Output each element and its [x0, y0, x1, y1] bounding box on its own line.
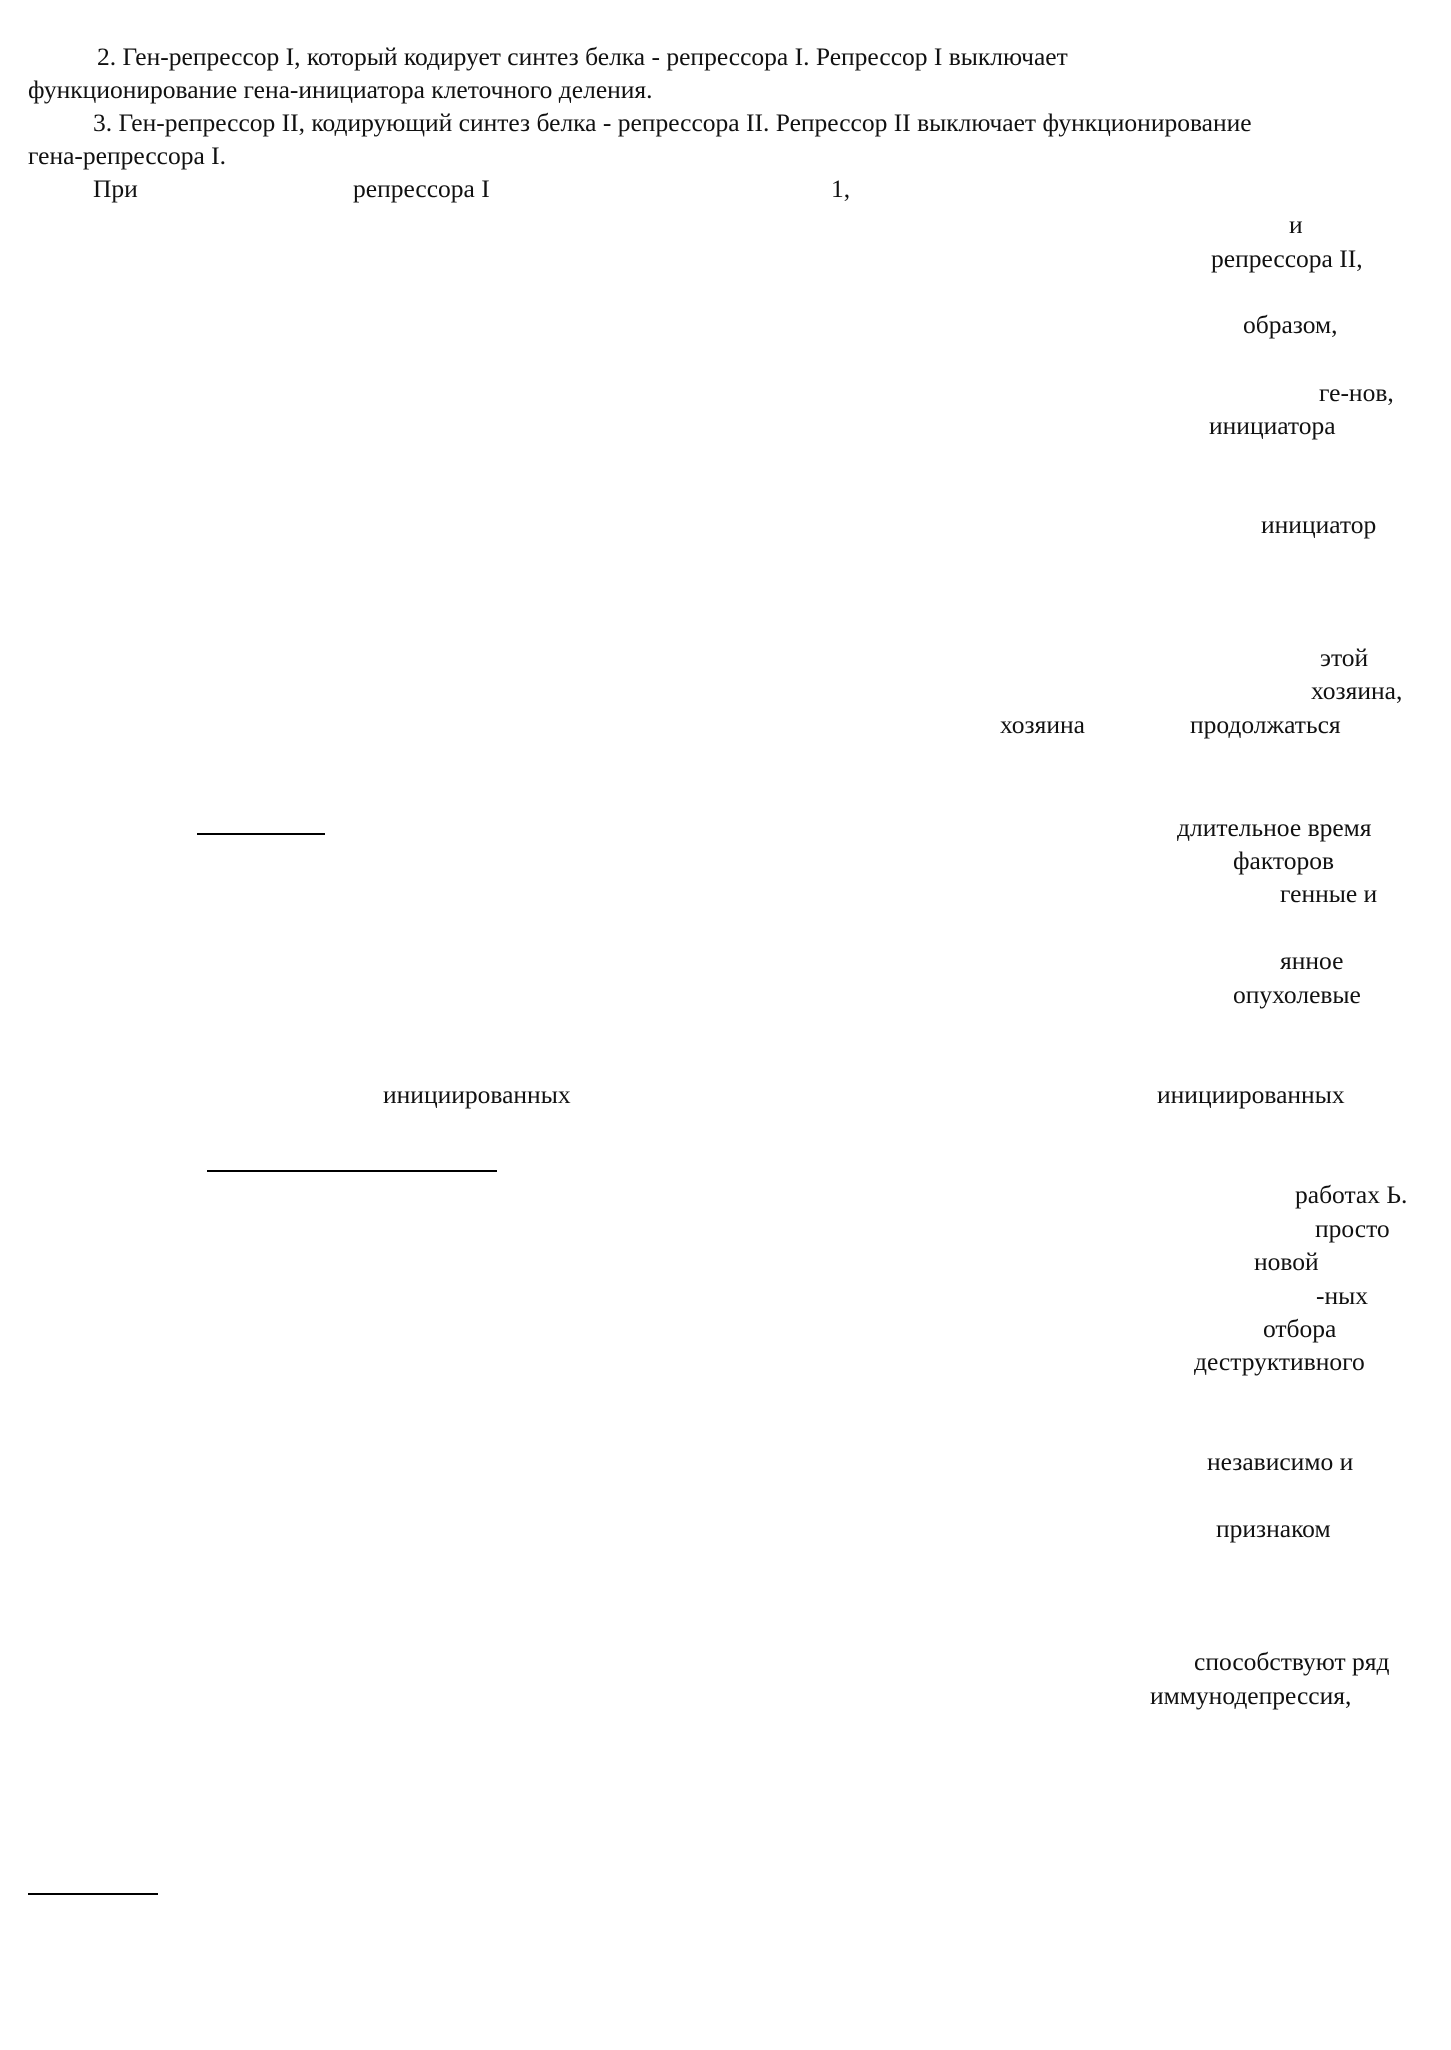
fragment-etoy: этой	[1320, 643, 1369, 672]
paragraph-3-line-2: гена-репрессора I.	[28, 141, 227, 170]
fragment-prosto: просто	[1315, 1214, 1390, 1243]
fragment-faktorov: факторов	[1233, 846, 1334, 875]
fragment-yannoe: янное	[1280, 946, 1344, 975]
fragment-novoy: новой	[1254, 1247, 1319, 1276]
fragment-repressora-ii: репрессора II,	[1211, 244, 1363, 273]
fragment-pri: При	[93, 174, 138, 203]
fragment-iniciirovannyh-right: инициированных	[1157, 1080, 1345, 1109]
fragment-otbora: отбора	[1263, 1314, 1337, 1343]
fragment-one: 1,	[831, 174, 851, 203]
footnote-rule-2	[207, 1170, 497, 1172]
footnote-separator	[28, 1893, 158, 1895]
fragment-obrazom: образом,	[1243, 310, 1338, 339]
fragment-ge-nov: ге-нов,	[1319, 378, 1394, 407]
paragraph-2-line-1: 2. Ген-репрессор I, который кодирует синтез белка - репрессора I. Репрессор I выключает	[97, 42, 1068, 71]
paragraph-2-line-2: функционирование гена-инициатора клеточного деления.	[28, 75, 653, 104]
fragment-iniciator: инициатор	[1261, 510, 1377, 539]
fragment-rabotah-b: работах Ь.	[1295, 1180, 1408, 1209]
fragment-prodolzhatsya: продолжаться	[1190, 710, 1341, 739]
fragment-iniciirovannyh-left: инициированных	[383, 1080, 571, 1109]
fragment-nyh: -ных	[1316, 1281, 1369, 1310]
fragment-immunodepressiya: иммунодепрессия,	[1150, 1681, 1352, 1710]
footnote-rule-1	[197, 833, 325, 835]
fragment-i: и	[1289, 210, 1303, 239]
fragment-hozyaina-comma: хозяина,	[1311, 676, 1403, 705]
fragment-gennye-i: генные и	[1280, 879, 1378, 908]
fragment-dlitelnoe-vremya: длительное время	[1177, 813, 1372, 842]
fragment-nezavisimo-i: независимо и	[1207, 1447, 1354, 1476]
fragment-opuholevye: опухолевые	[1233, 980, 1361, 1009]
fragment-priznakom: признаком	[1216, 1514, 1331, 1543]
fragment-sposobstvuyut-ryad: способствуют ряд	[1194, 1647, 1390, 1676]
paragraph-3-line-1: 3. Ген-репрессор II, кодирующий синтез белка - репрессора II. Репрессор II выключает функционирование	[93, 108, 1252, 137]
fragment-destruktivnogo: деструктивного	[1194, 1347, 1365, 1376]
fragment-hozyaina: хозяина	[1000, 710, 1085, 739]
fragment-repressora-i: репрессора I	[353, 174, 490, 203]
fragment-iniciatora: инициатора	[1209, 411, 1336, 440]
